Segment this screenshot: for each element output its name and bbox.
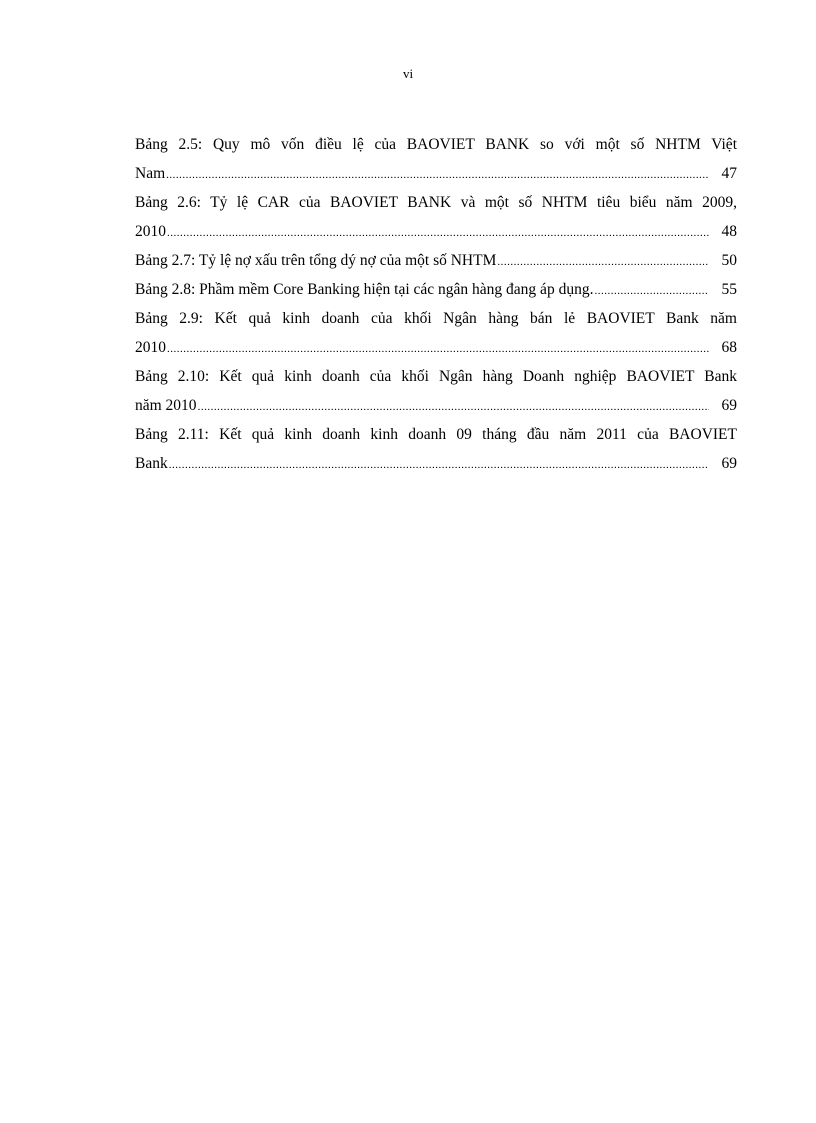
toc-entry-page-number: 69 — [721, 397, 737, 414]
dot-leader — [198, 393, 709, 420]
toc-entry-leader-line — [135, 159, 737, 188]
toc-entry-title: Bảng 2.6: Tỷ lệ CAR của BAOVIET BANK và một số NHTM tiêu biểu năm 2009, — [135, 194, 737, 211]
toc-entry-bang-2-5[interactable] — [135, 130, 737, 188]
toc-entry-title-continued: 2010 — [135, 339, 166, 356]
toc-entry-title: Bảng 2.9: Kết quả kinh doanh của khối Ngân hàng bán lẻ BAOVIET Bank năm — [135, 310, 737, 327]
toc-entry-page-number: 48 — [721, 223, 737, 240]
dot-leader — [169, 451, 709, 478]
toc-entry-page-number: 68 — [721, 339, 737, 356]
toc-entry-leader-line — [135, 449, 737, 478]
toc-entry-leader-line — [135, 333, 737, 362]
toc-entry-leader-line — [135, 391, 737, 420]
dot-leader — [594, 277, 709, 304]
toc-entry-page-number: 50 — [721, 252, 737, 269]
toc-entry-bang-2-6[interactable] — [135, 188, 737, 246]
toc-entry-page-number: 55 — [721, 281, 737, 298]
toc-entry-leader-line — [135, 275, 737, 304]
toc-entry-page-number: 69 — [721, 455, 737, 472]
dot-leader — [166, 161, 709, 188]
toc-entry-bang-2-10[interactable] — [135, 362, 737, 420]
page-number: vi — [402, 66, 414, 81]
toc-entry-bang-2-11[interactable] — [135, 420, 737, 478]
toc-entry-title: Bảng 2.8: Phầm mềm Core Banking hiện tại các ngân hàng đang áp dụng. — [135, 281, 594, 298]
toc-entry-bang-2-8[interactable] — [135, 275, 737, 304]
dot-leader — [167, 219, 709, 246]
toc-entry-title-continued: năm 2010 — [135, 397, 197, 414]
toc-entry-title: Bảng 2.10: Kết quả kinh doanh của khối Ngân hàng Doanh nghiệp BAOVIET Bank — [135, 368, 737, 385]
toc-entry-title-continued: Bank — [135, 455, 168, 472]
toc-entry-bang-2-9[interactable] — [135, 304, 737, 362]
toc-entry-page-number: 47 — [721, 165, 737, 182]
toc-entry-title-continued: 2010 — [135, 223, 166, 240]
table-of-tables — [135, 130, 737, 478]
dot-leader — [497, 248, 709, 275]
dot-leader — [167, 335, 709, 362]
toc-entry-title: Bảng 2.5: Quy mô vốn điều lệ của BAOVIET BANK so với một số NHTM Việt — [135, 136, 737, 153]
toc-entry-title-continued: Nam — [135, 165, 166, 182]
toc-entry-title: Bảng 2.7: Tỷ lệ nợ xấu trên tổng dý nợ của một số NHTM — [135, 252, 497, 269]
toc-entry-leader-line — [135, 217, 737, 246]
toc-entry-leader-line — [135, 246, 737, 275]
toc-entry-title: Bảng 2.11: Kết quả kinh doanh kinh doanh 09 tháng đầu năm 2011 của BAOVIET — [135, 426, 737, 443]
toc-entry-bang-2-7[interactable] — [135, 246, 737, 275]
